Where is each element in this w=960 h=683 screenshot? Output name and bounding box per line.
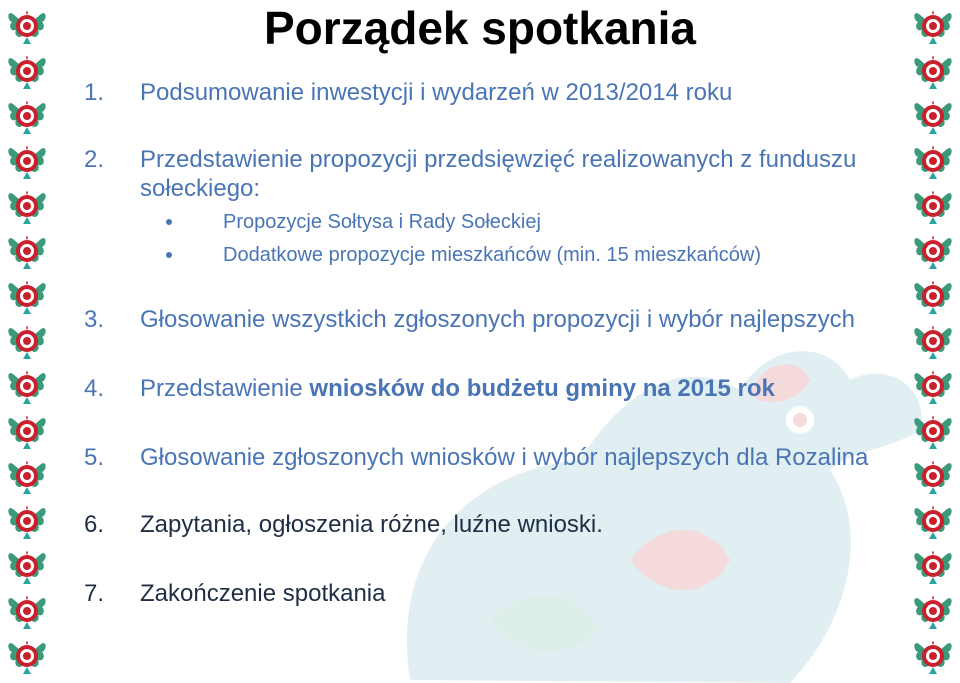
folk-flower-icon: [5, 456, 49, 496]
item-number: 7.: [84, 580, 105, 607]
subitem-text: Dodatkowe propozycje mieszkańców (min. 15 mieszkańców): [223, 244, 761, 266]
page-title: Porządek spotkania: [263, 2, 697, 54]
agenda-item-4: [84, 374, 924, 403]
bullet-icon: [166, 219, 172, 225]
folk-flower-icon: [5, 546, 49, 586]
agenda-item-2: [84, 145, 924, 203]
item-text: Głosowanie zgłoszonych wniosków i wybór najlepszych dla Rozalina: [140, 444, 869, 471]
agenda-item-7: [84, 579, 924, 608]
folk-flower-icon: [5, 411, 49, 451]
folk-flower-icon: [5, 96, 49, 136]
item-number: 5.: [84, 444, 105, 471]
agenda-subitem-2: [84, 241, 924, 270]
item-text: [140, 375, 775, 402]
agenda-item-1: [84, 78, 924, 107]
folk-flower-icon: [5, 591, 49, 631]
item-number: 3.: [84, 306, 105, 333]
folk-flower-icon: [5, 366, 49, 406]
agenda-item-3: [84, 305, 924, 334]
item-number: 4.: [84, 375, 105, 402]
item-text: Przedstawienie propozycji przedsięwzięć realizowanych z funduszu sołeckiego:: [140, 146, 857, 202]
folk-flower-icon: [5, 276, 49, 316]
left-folk-border: [2, 0, 52, 683]
agenda-item-6: [84, 510, 924, 539]
folk-flower-icon: [5, 321, 49, 361]
item-text-plain: Przedstawienie: [140, 375, 310, 402]
item-text: Głosowanie wszystkich zgłoszonych propozycji i wybór najlepszych: [140, 306, 855, 333]
item-text: Zakończenie spotkania: [140, 580, 386, 607]
item-text: Zapytania, ogłoszenia różne, luźne wnioski.: [140, 511, 603, 538]
folk-flower-icon: [5, 141, 49, 181]
folk-flower-icon: [5, 636, 49, 676]
bullet-icon: [166, 252, 172, 258]
item-number: 2.: [84, 146, 105, 173]
folk-flower-icon: [5, 51, 49, 91]
folk-flower-icon: [5, 501, 49, 541]
agenda-list: [84, 78, 924, 608]
item-number: 6.: [84, 511, 105, 538]
agenda-item-5: [84, 443, 924, 472]
subitem-text: Propozycje Sołtysa i Rady Sołeckiej: [223, 211, 541, 233]
agenda-subitem-1: [84, 208, 924, 237]
item-text: Podsumowanie inwestycji i wydarzeń w 2013/2014 roku: [140, 79, 733, 106]
folk-flower-icon: [5, 231, 49, 271]
item-number: 1.: [84, 79, 105, 106]
folk-flower-icon: [5, 186, 49, 226]
item-text-bold: wniosków do budżetu gminy na 2015 rok: [309, 375, 775, 402]
